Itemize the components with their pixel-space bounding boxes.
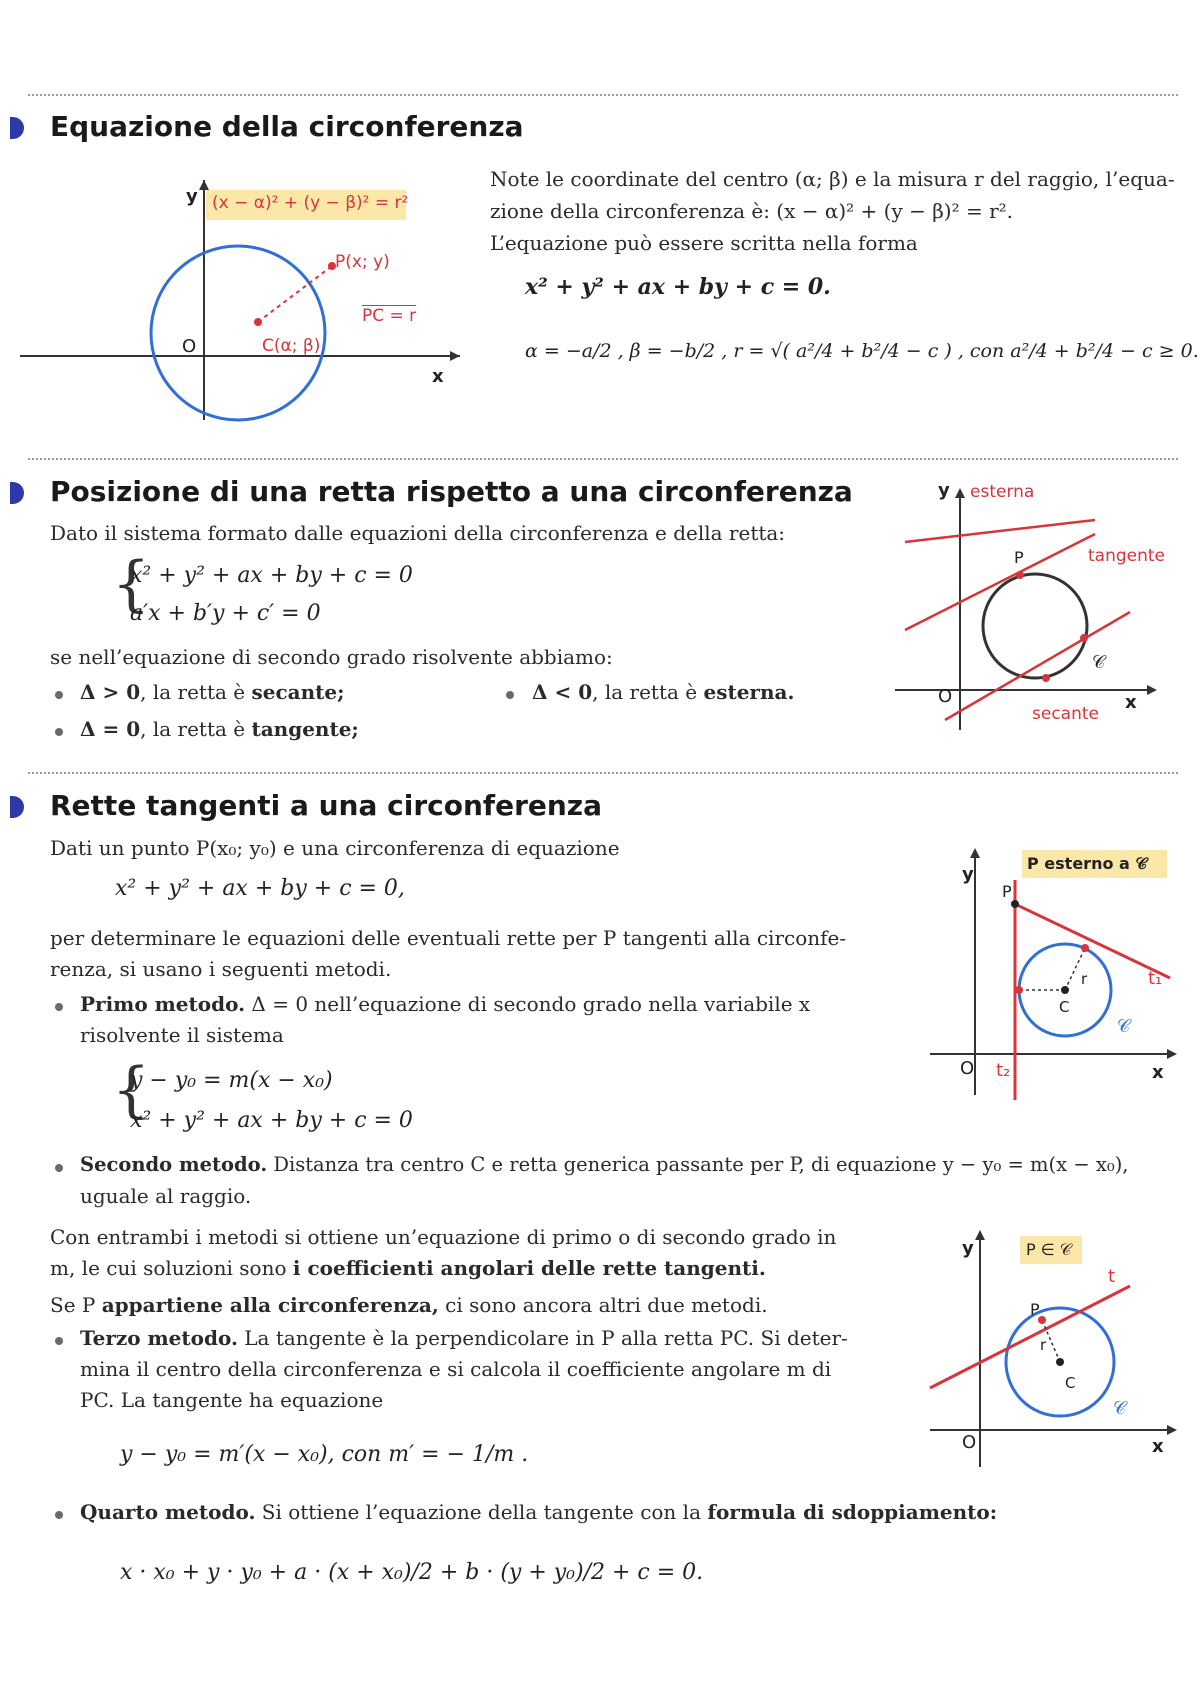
system-equation-2: x² + y² + ax + by + c = 0 xyxy=(130,1108,413,1133)
circle-name-label: 𝒞 xyxy=(1092,652,1106,673)
radius-label: r xyxy=(1081,970,1088,988)
t-label: t xyxy=(1108,1266,1116,1287)
x-axis-label: x xyxy=(1152,1062,1164,1083)
section-divider xyxy=(28,772,1178,774)
method-3-cont: PC. La tangente ha equazione xyxy=(80,1388,384,1412)
section-divider xyxy=(28,94,1178,96)
origin-label: O xyxy=(938,686,953,707)
circle xyxy=(151,246,325,420)
center-c xyxy=(1061,986,1069,994)
tangent-equation: y − y₀ = m′(x − x₀), con m′ = − 1/m . xyxy=(120,1442,529,1467)
section-title: Rette tangenti a una circonferenza xyxy=(50,789,602,822)
system-equation-1: y − y₀ = m(x − x₀) xyxy=(130,1068,333,1093)
list-bullet xyxy=(55,1511,63,1519)
y-axis-arrow xyxy=(199,180,209,190)
list-bullet xyxy=(506,691,514,699)
radius-line xyxy=(258,266,332,322)
y-axis-label: y xyxy=(186,186,198,207)
paragraph: L’equazione può essere scritta nella forma xyxy=(490,231,918,255)
list-bullet xyxy=(55,1003,63,1011)
secante-label: secante xyxy=(1032,704,1099,724)
circle-equation: x² + y² + ax + by + c = 0, xyxy=(115,876,405,901)
center-c-label: C(α; β) xyxy=(262,336,321,356)
point-p-label: P xyxy=(1030,1300,1040,1319)
section-title: Posizione di una retta rispetto a una circonferenza xyxy=(50,475,853,508)
method-3-cont: mina il centro della circonferenza e si calcola il coefficiente angolare m di xyxy=(80,1357,832,1381)
t2-label: t₂ xyxy=(996,1060,1011,1081)
system-brace: { xyxy=(112,1055,151,1125)
circle-name-label: 𝒞 xyxy=(1117,1016,1131,1037)
case-tangente: Δ = 0, la retta è tangente; xyxy=(80,717,359,741)
paragraph: renza, si usano i seguenti metodi. xyxy=(50,957,392,981)
tangente-label: tangente xyxy=(1088,546,1166,566)
figure-title: P ∈ 𝒞 xyxy=(1026,1240,1072,1259)
circle-equation-figure xyxy=(20,180,500,440)
center-c xyxy=(1056,1358,1064,1366)
secant-point-2 xyxy=(1042,674,1050,682)
circle-name-label: 𝒞 xyxy=(1113,1398,1127,1419)
tangent-line xyxy=(905,534,1095,630)
method-2-cont: uguale al raggio. xyxy=(80,1184,252,1208)
system-equation-2: a′x + b′y + c′ = 0 xyxy=(130,601,321,626)
center-c xyxy=(254,318,262,326)
method-3: Terzo metodo. La tangente è la perpendicolare in P alla retta PC. Si deter- xyxy=(80,1326,848,1350)
method-1-cont: risolvente il sistema xyxy=(80,1023,284,1047)
section-divider xyxy=(28,458,1178,460)
center-label: C xyxy=(1059,998,1070,1016)
paragraph: Dato il sistema formato dalle equazioni della circonferenza e della retta: xyxy=(50,521,786,545)
figure-title: P esterno a 𝒞 xyxy=(1027,854,1148,873)
method-2: Secondo metodo. Distanza tra centro C e retta generica passante per P, di equazione y − y₀ = m(x − x₀), xyxy=(80,1153,1129,1176)
paragraph: m, le cui soluzioni sono i coefficienti angolari delle rette tangenti. xyxy=(50,1256,766,1280)
figure-equation-label: (x − α)² + (y − β)² = r² xyxy=(212,193,409,213)
tangent-point xyxy=(1016,571,1024,579)
paragraph: zione della circonferenza è: (x − α)² + (y − β)² = r². xyxy=(490,199,1014,223)
origin-label: O xyxy=(962,1432,977,1453)
point-p-label: P(x; y) xyxy=(335,252,390,272)
secant-point-1 xyxy=(1080,634,1088,642)
point-p xyxy=(1011,900,1019,908)
paragraph: Se P appartiene alla circonferenza, ci sono ancora altri due metodi. xyxy=(50,1293,768,1317)
case-esterna: Δ < 0, la retta è esterna. xyxy=(532,680,795,704)
section-title: Equazione della circonferenza xyxy=(50,110,524,143)
y-axis-label: y xyxy=(962,1238,974,1259)
x-axis-label: x xyxy=(1125,692,1137,713)
section-marker xyxy=(10,482,24,504)
system-equation-1: x² + y² + ax + by + c = 0 xyxy=(130,563,413,588)
y-axis-label: y xyxy=(938,480,950,501)
center-label: C xyxy=(1065,1374,1076,1392)
tangent-t1 xyxy=(1015,904,1170,978)
point-p-label: P xyxy=(1014,548,1024,567)
x-axis-label: x xyxy=(1152,1436,1164,1457)
list-bullet xyxy=(55,1164,63,1172)
external-line xyxy=(905,520,1095,542)
origin-label: O xyxy=(182,336,197,357)
method-1: Primo metodo. Δ = 0 nell’equazione di secondo grado nella variabile x xyxy=(80,992,811,1016)
parameters-equation: α = −a/2 , β = −b/2 , r = √( a²/4 + b²/4 − c ) , con a²/4 + b²/4 − c ≥ 0. xyxy=(525,340,1199,362)
paragraph: se nell’equazione di secondo grado risolvente abbiamo: xyxy=(50,645,613,669)
origin-label: O xyxy=(960,1058,975,1079)
x-axis-arrow xyxy=(450,351,460,361)
splitting-formula: x · x₀ + y · y₀ + a · (x + x₀)/2 + b · (y + y₀)/2 + c = 0. xyxy=(120,1560,704,1585)
paragraph: Dati un punto P(x₀; y₀) e una circonferenza di equazione xyxy=(50,836,620,860)
paragraph: per determinare le equazioni delle eventuali rette per P tangenti alla circonfe- xyxy=(50,926,847,950)
esterna-label: esterna xyxy=(970,482,1035,502)
y-axis-label: y xyxy=(962,864,974,885)
t1-label: t₁ xyxy=(1148,968,1163,989)
x-axis-label: x xyxy=(432,366,444,387)
system-brace: { xyxy=(112,549,151,619)
circle xyxy=(983,574,1087,678)
point-p-label: P xyxy=(1002,882,1012,901)
list-bullet xyxy=(55,1337,63,1345)
paragraph: Note le coordinate del centro (α; β) e la misura r del raggio, l’equa- xyxy=(490,167,1175,191)
general-equation: x² + y² + ax + by + c = 0. xyxy=(525,274,831,300)
method-4: Quarto metodo. Si ottiene l’equazione della tangente con la formula di sdoppiamento: xyxy=(80,1500,998,1524)
section-marker xyxy=(10,117,24,139)
paragraph: Con entrambi i metodi si ottiene un’equazione di primo o di secondo grado in xyxy=(50,1225,837,1249)
list-bullet xyxy=(55,691,63,699)
case-secante: Δ > 0, la retta è secante; xyxy=(80,680,345,704)
radius-label: PC = r xyxy=(362,306,417,326)
radius-label: r xyxy=(1040,1336,1047,1354)
section-marker xyxy=(10,796,24,818)
list-bullet xyxy=(55,728,63,736)
